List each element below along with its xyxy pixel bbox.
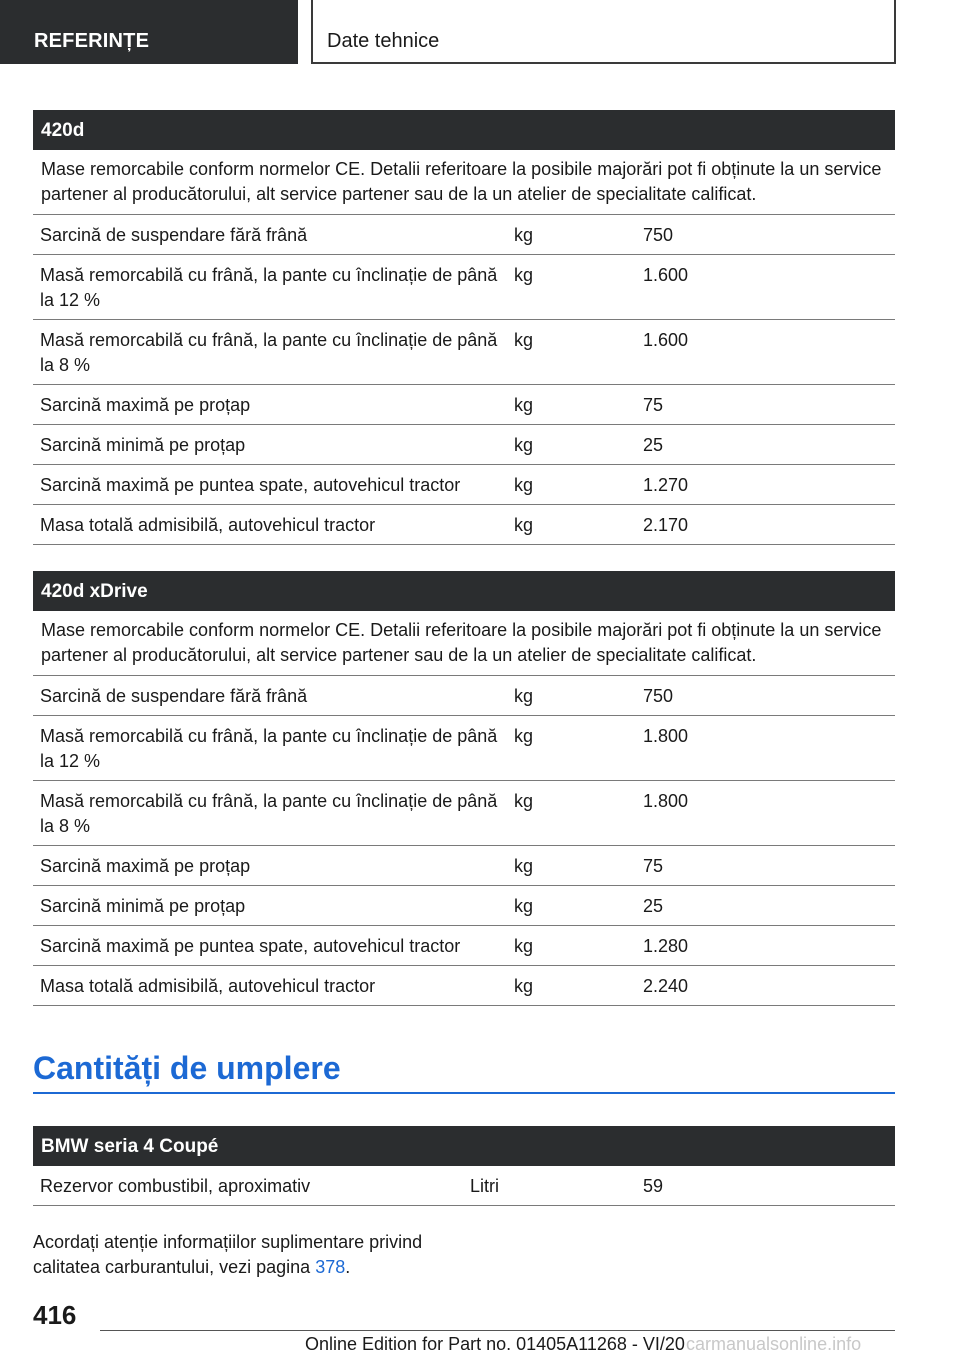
table-row <box>33 505 895 545</box>
table-description: Mase remorcabile conform normelor CE. Detalii referitoare la posibile majorări pot fi obținute la un service partener al producătorului, alt service partener sau de la un atelier de specialitate calificat. <box>33 150 895 215</box>
table-description: Mase remorcabile conform normelor CE. Detalii referitoare la posibile majorări pot fi obținute la un service partener al producătorului, alt service partener sau de la un atelier de specialitate calificat. <box>33 611 895 676</box>
chapter-title: Date tehnice <box>311 0 896 64</box>
table-row <box>33 676 895 716</box>
row-label: Sarcină maximă pe puntea spate, autovehicul tractor <box>40 936 461 956</box>
row-value: 1.280 <box>643 936 689 956</box>
row-unit: kg <box>514 395 534 415</box>
row-label: Sarcină maximă pe puntea spate, autovehicul tractor <box>40 475 461 495</box>
row-label: Sarcină de suspendare fără frână <box>40 225 308 245</box>
table-row <box>33 716 895 781</box>
row-value: 1.600 <box>643 265 689 285</box>
table-row <box>33 215 895 255</box>
row-label: Sarcină maximă pe proțap <box>40 856 251 876</box>
row-unit: kg <box>514 686 534 706</box>
fill-quantities-table <box>33 1126 895 1206</box>
table-row <box>33 255 895 320</box>
row-value: 75 <box>643 856 664 876</box>
row-label: Sarcină de suspendare fără frână <box>40 686 308 706</box>
row-label: Rezervor combustibil, aproximativ <box>40 1176 311 1196</box>
row-unit: kg <box>514 475 534 495</box>
row-value: 1.600 <box>643 330 689 350</box>
table-row <box>33 425 895 465</box>
row-value: 1.270 <box>643 475 689 495</box>
edition-info: Online Edition for Part no. 01405A11268 - VI/20 <box>305 1334 685 1354</box>
table-title: 420d <box>33 110 895 150</box>
row-label: Masă remorcabilă cu frână, la pante cu înclinație de până la 12 % <box>40 726 498 771</box>
row-value: 59 <box>643 1176 664 1196</box>
row-value: 2.240 <box>643 976 689 996</box>
row-value: 1.800 <box>643 726 689 746</box>
table-row <box>33 1166 895 1206</box>
note-suffix: . <box>345 1257 351 1277</box>
row-value: 750 <box>643 686 674 706</box>
table-title: BMW seria 4 Coupé <box>33 1126 895 1166</box>
footer-divider <box>100 1330 895 1331</box>
table-row <box>33 320 895 385</box>
row-unit: kg <box>514 435 534 455</box>
table-row <box>33 886 895 926</box>
note-text: Acordați atenție informațiilor suplimentare privind calitatea carburantului, vezi pagina <box>33 1232 423 1277</box>
page-header <box>0 0 960 66</box>
row-label: Masă remorcabilă cu frână, la pante cu înclinație de până la 8 % <box>40 330 498 375</box>
row-label: Sarcină minimă pe proțap <box>40 896 246 916</box>
row-label: Sarcină minimă pe proțap <box>40 435 246 455</box>
row-unit: kg <box>514 791 534 811</box>
row-value: 1.800 <box>643 791 689 811</box>
row-label: Masă remorcabilă cu frână, la pante cu înclinație de până la 8 % <box>40 791 498 836</box>
row-value: 75 <box>643 395 664 415</box>
row-value: 2.170 <box>643 515 689 535</box>
section-tab: REFERINȚE <box>0 0 298 64</box>
row-label: Masă remorcabilă cu frână, la pante cu înclinație de până la 12 % <box>40 265 498 310</box>
table-row <box>33 465 895 505</box>
row-unit: kg <box>514 265 534 285</box>
row-unit: kg <box>514 515 534 535</box>
row-unit: kg <box>514 726 534 746</box>
row-label: Sarcină maximă pe proțap <box>40 395 251 415</box>
table-row <box>33 926 895 966</box>
section-heading: Cantități de umplere <box>33 1050 895 1094</box>
row-unit: kg <box>514 225 534 245</box>
row-value: 750 <box>643 225 674 245</box>
row-unit: kg <box>514 896 534 916</box>
row-value: 25 <box>643 896 664 916</box>
row-unit: kg <box>514 330 534 350</box>
watermark: carmanualsonline.info <box>686 1334 862 1354</box>
table-row <box>33 385 895 425</box>
table-row <box>33 846 895 886</box>
row-label: Masa totală admisibilă, autovehicul tractor <box>40 515 376 535</box>
table-title: 420d xDrive <box>33 571 895 611</box>
row-unit: kg <box>514 856 534 876</box>
table-row <box>33 781 895 846</box>
row-label: Masa totală admisibilă, autovehicul tractor <box>40 976 376 996</box>
page-link[interactable]: 378 <box>315 1257 346 1277</box>
table-row <box>33 966 895 1006</box>
fuel-quality-note <box>33 1230 493 1280</box>
row-value: 25 <box>643 435 664 455</box>
row-unit: kg <box>514 976 534 996</box>
row-unit: kg <box>514 936 534 956</box>
towing-table-420d-xdrive <box>33 571 895 1006</box>
row-unit: Litri <box>470 1176 500 1196</box>
towing-table-420d <box>33 110 895 545</box>
page-number: 416 <box>33 1300 77 1330</box>
